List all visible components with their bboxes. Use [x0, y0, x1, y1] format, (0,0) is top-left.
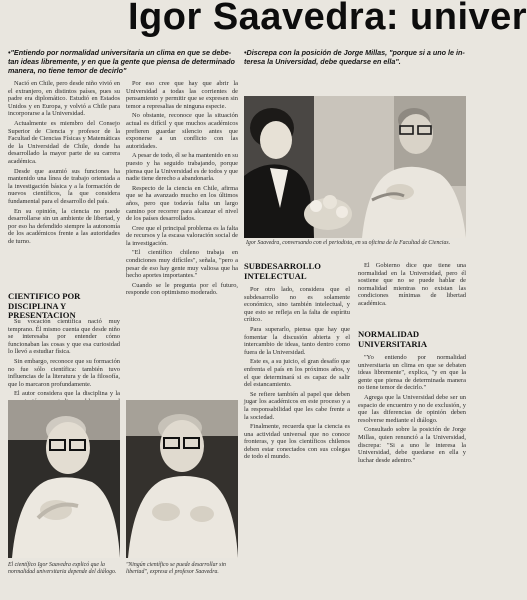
paragraph: "El científico chileno trabaja en condiciones muy difíciles", señala, "pero a pesar de eso hay gente muy valiosa que ha hecho aportes importantes."	[126, 249, 238, 280]
subhead-cientifico: CIENTIFICO POR DISCIPLINA Y PRESENTACION	[8, 291, 81, 320]
paragraph: Agrega que la Universidad debe ser un espacio de encuentro y no de exclusión, y que las diferencias de opinión deben resolverse mediante el diálogo.	[358, 393, 466, 424]
paragraph: Su vocación científica nació muy temprano. Él mismo cuenta que desde niño se interesaba por entender cómo funcionaban las cosas y que esa curiosidad lo llevó a estudiar física.	[8, 318, 120, 356]
subhead-normalidad: NORMALIDAD UNIVERSITARIA	[358, 329, 428, 349]
paragraph: Nació en Chile, pero desde niño vivió en el extranjero, en distintos países, pues su padre era diplomático. Estudió en Estados Unidos y en Europa, y volvió a Chile para incorporarse a la Universidad.	[8, 80, 120, 118]
paragraph: Cuando se le pregunta por el futuro, responde con optimismo moderado.	[126, 281, 238, 297]
paragraph: El autor considera que la disciplina y la	[14, 390, 120, 398]
photo-interview	[244, 96, 466, 238]
paragraph: El Gobierno dice que tiene una normalidad en la Universidad, pero él sostiene que no se puede hablar de normalidad mientras no existan las condiciones mínimas de libertad académica.	[358, 262, 466, 307]
photo-interview-image	[244, 96, 466, 238]
paragraph: Este es, a su juicio, el gran desafío que enfrenta el país en los próximos años, y el que determinará si es capaz de salir del estancamiento.	[244, 358, 350, 389]
paragraph: Para superarlo, piensa que hay que fomentar la discusión abierta y el intercambio de ideas, tanto dentro como fuera de la Universidad.	[244, 325, 350, 356]
deck-left: •"Entiendo por normalidad universitaria un clima en que se debe- tan ideas libremente, y en que la gente que piensa de determinado manera, no tiene temor de decirlo"	[8, 48, 235, 75]
caption-bottom-middle: "Ningún científico se puede desarrollar sin libertad", expresa el profesor Saavedra.	[126, 562, 226, 575]
paragraph: Se refiere también al papel que deben jugar los académicos en este proceso y a la responsabilidad que les cabe frente a la sociedad.	[244, 390, 350, 421]
caption-top-right: Igor Saavedra, conversando con el periodista, en su oficina de la Facultad de Ciencias.	[246, 240, 451, 246]
column-1-mid	[8, 318, 120, 396]
photo-saavedra-left	[8, 400, 120, 558]
column-1-top	[8, 80, 120, 286]
paragraph: "Yo entiendo por normalidad universitaria un clima en que se debaten ideas libremente", explica, "y en que la gente que piensa de determinada manera no tiene temor de decirlo."	[358, 354, 466, 392]
paragraph: Respecto de la ciencia en Chile, afirma que se ha avanzado mucho en los últimos años, pero que todavía falta un largo camino por recorrer para alcanzar el nivel de los países desarrollados.	[126, 184, 238, 223]
caption-bottom-left: El científico Igor Saavedra explicó que la normalidad universitaria depende del diálogo.	[8, 562, 117, 575]
photo-saavedra-middle	[126, 400, 238, 558]
column-4	[358, 354, 466, 600]
paragraph: Por otro lado, considera que el subdesarrollo no es solamente económico, sino también intelectual, y que esto se refleja en la falta de espíritu crítico.	[244, 286, 350, 324]
paragraph: Sin embargo, reconoce que su formación no fue sólo científica: también tuvo influencias de la literatura y de la filosofía, que lo marcaron profundamente.	[8, 357, 120, 388]
photo-saavedra-left-image	[8, 400, 120, 558]
column-4-top	[358, 262, 466, 326]
paragraph: A pesar de todo, él se ha mantenido en su puesto y ha seguido trabajando, porque piensa que la Universidad es de todos y que nadie tiene derecho a abandonarla.	[126, 152, 238, 183]
paragraph: Desde que asumió sus funciones ha mantenido una línea de trabajo orientada a la investigación básica y a la formación de nuevos científicos, la que considera fundamental para el desarrollo del país.	[8, 167, 120, 205]
headline: Igor Saavedra: univer	[128, 0, 527, 38]
paragraph: En su opinión, la ciencia no puede desarrollarse sin un ambiente de libertad, y por eso ha defendido siempre la autonomía de los académicos frente a las autoridades de turno.	[8, 207, 120, 245]
paragraph: Finalmente, recuerda que la ciencia es una actividad universal que no conoce fronteras, y que los científicos chilenos deben estar conectados con sus colegas de todo el mundo.	[244, 423, 350, 461]
paragraph: Cree que el principal problema es la falta de recursos y la escasa valoración social de la investigación.	[126, 224, 238, 247]
subhead-subdesarrollo: SUBDESARROLLO INTELECTUAL	[244, 261, 321, 281]
column-2	[126, 80, 238, 398]
paragraph: Consultado sobre la posición de Jorge Millas, quien renunció a la Universidad, discrepa: "Si a uno le interesa la Universidad, debe quedarse en ella y luchar desde adentro."	[358, 426, 466, 464]
paragraph: Por eso cree que hay que abrir la Universidad a todas las corrientes de pensamiento y permitir que se expresen sin temor a represalias de ninguna especie.	[126, 80, 238, 110]
column-3	[244, 286, 350, 600]
deck-right: •Discrepa con la posición de Jorge Millas, "porque si a uno le in- teresa la Universidad, debe quedarse en ella".	[244, 48, 465, 66]
photo-saavedra-middle-image	[126, 400, 238, 558]
paragraph: Actualmente es miembro del Consejo Superior de Ciencia y profesor de la Facultad de Ciencias Físicas y Matemáticas de la Universidad de Chile, donde ha desarrollado la mayor parte de su carrera académica.	[8, 119, 120, 165]
paragraph: No obstante, reconoce que la situación actual es difícil y que muchos académicos prefieren guardar silencio antes que exponerse a un conflicto con las autoridades.	[126, 112, 238, 150]
